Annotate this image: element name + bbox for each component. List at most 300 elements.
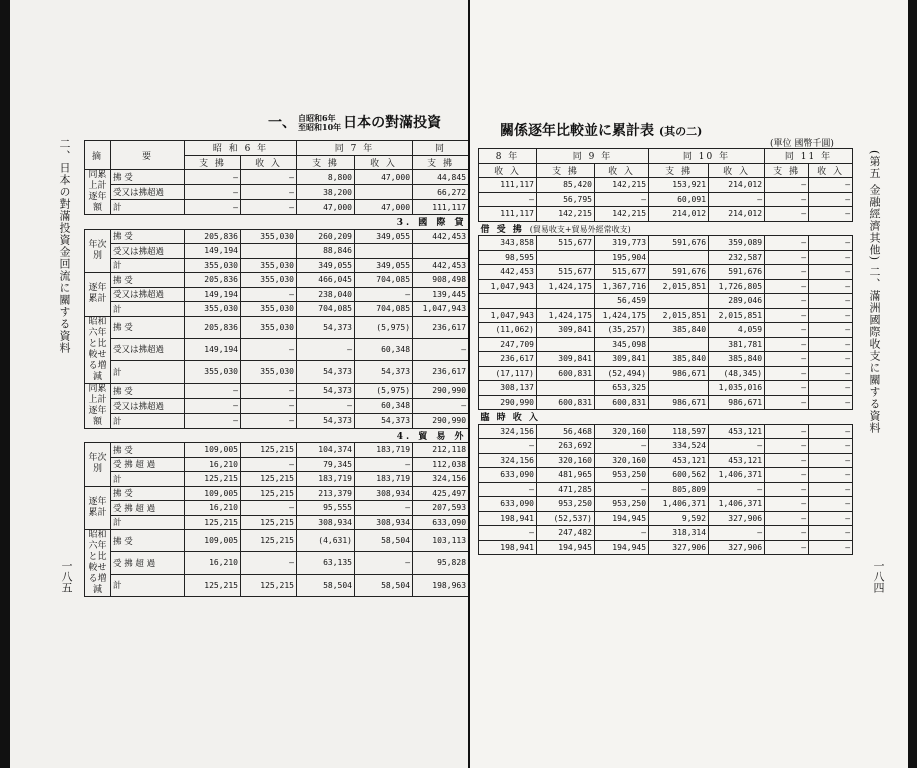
left-page: [10, 0, 468, 768]
cell-value: 63,135: [297, 552, 355, 574]
cell-value: 600,831: [537, 395, 595, 410]
cell-value: 104,374: [297, 443, 355, 458]
cell-value: 986,671: [709, 395, 765, 410]
cell-value: —: [765, 424, 809, 439]
header-abstract-2: 要: [111, 141, 185, 170]
subheader-row: [479, 163, 853, 178]
cell-value: 212,118: [413, 443, 468, 458]
cell-value: 359,089: [709, 236, 765, 251]
cell-value: —: [765, 178, 809, 193]
cell-value: 327,906: [709, 540, 765, 555]
section-row: [85, 215, 469, 230]
table-row: [479, 250, 853, 265]
table-row: [85, 383, 469, 398]
cell-value: 232,587: [709, 250, 765, 265]
table-row: [85, 302, 469, 317]
cell-value: 334,524: [649, 439, 709, 454]
table-row: [85, 443, 469, 458]
cell-value: [537, 294, 595, 309]
unit-label: (單位 國幣千圓): [770, 139, 834, 149]
row-item: 拂 受: [111, 486, 185, 501]
table-row: [85, 287, 469, 302]
cell-value: 47,000: [355, 170, 413, 185]
cell-value: 236,617: [413, 316, 468, 338]
table-row: [479, 482, 853, 497]
cell-value: 183,719: [355, 443, 413, 458]
cell-value: 453,121: [709, 424, 765, 439]
cell-value: 453,121: [649, 453, 709, 468]
cell-value: 58,504: [355, 530, 413, 552]
cell-value: 324,156: [479, 453, 537, 468]
cell-value: 125,215: [185, 574, 241, 596]
cell-value: [479, 294, 537, 309]
right-title: [500, 120, 702, 140]
right-margin-heading: (第五 金融經濟其他) 二、滿洲國際收支に關する資料: [868, 150, 881, 434]
row-item: 計: [111, 361, 185, 383]
cell-value: 704,085: [297, 302, 355, 317]
cell-value: —: [765, 511, 809, 526]
row-item: 受 拂 超 過: [111, 552, 185, 574]
table-row: [85, 501, 469, 516]
row-item: 受 拂 超 過: [111, 457, 185, 472]
section-note: (貿易收支+貿易外經常收支): [529, 224, 631, 234]
header-year-8: 8 年: [479, 149, 537, 164]
cell-value: —: [241, 398, 297, 413]
header-row: [479, 149, 853, 164]
cell-value: 355,030: [241, 273, 297, 288]
cell-value: (5,975): [355, 383, 413, 398]
section-heading: 3. 國 際 貸: [85, 215, 469, 230]
cell-value: 309,841: [595, 352, 649, 367]
section-row: [479, 410, 853, 425]
cell-value: —: [765, 265, 809, 280]
cell-value: —: [765, 192, 809, 207]
cell-value: 591,676: [649, 265, 709, 280]
cell-value: 355,030: [185, 361, 241, 383]
cell-value: —: [765, 453, 809, 468]
cell-value: 2,015,851: [709, 308, 765, 323]
cell-value: —: [185, 413, 241, 428]
cell-value: 805,809: [649, 482, 709, 497]
cell-value: —: [479, 192, 537, 207]
cell-value: —: [765, 294, 809, 309]
cell-value: —: [241, 501, 297, 516]
left-margin-heading: 二、日本の對滿投資金回流に關する資料: [58, 138, 71, 354]
table-row: [85, 258, 469, 273]
cell-value: 8,800: [297, 170, 355, 185]
cell-value: 56,468: [537, 424, 595, 439]
cell-value: 327,906: [649, 540, 709, 555]
cell-value: —: [241, 200, 297, 215]
cell-value: (35,257): [595, 323, 649, 338]
cell-value: —: [765, 468, 809, 483]
cell-value: 142,215: [537, 207, 595, 222]
cell-value: [537, 250, 595, 265]
cell-value: 194,945: [595, 511, 649, 526]
section-heading: [479, 221, 853, 236]
table-row: [479, 207, 853, 222]
cell-value: 1,406,371: [649, 497, 709, 512]
header-pay: 支 拂: [765, 163, 809, 178]
cell-value: 111,117: [479, 178, 537, 193]
section-row: [85, 428, 469, 443]
cell-value: 54,373: [297, 361, 355, 383]
cell-value: 149,194: [185, 287, 241, 302]
group-label: 同累上計逐年額: [85, 383, 111, 428]
cell-value: —: [241, 287, 297, 302]
cell-value: 1,047,943: [479, 308, 537, 323]
cell-value: 986,671: [649, 366, 709, 381]
cell-value: 986,671: [649, 395, 709, 410]
cell-value: 247,482: [537, 526, 595, 541]
cell-value: —: [809, 366, 853, 381]
cell-value: 142,215: [595, 207, 649, 222]
table-row: [479, 323, 853, 338]
cell-value: —: [355, 457, 413, 472]
table-row: [85, 361, 469, 383]
cell-value: 908,498: [413, 273, 468, 288]
cell-value: 309,841: [537, 323, 595, 338]
table-row: [85, 244, 469, 259]
left-title-small-2: 至昭和10年: [298, 122, 342, 132]
row-item: 計: [111, 472, 185, 487]
cell-value: (4,631): [297, 530, 355, 552]
cell-value: 112,038: [413, 457, 468, 472]
cell-value: —: [765, 207, 809, 222]
cell-value: (52,494): [595, 366, 649, 381]
cell-value: 453,121: [709, 453, 765, 468]
table-row: [479, 526, 853, 541]
table-row: [479, 352, 853, 367]
table-row: [85, 170, 469, 185]
right-table: [478, 148, 853, 555]
cell-value: 289,046: [709, 294, 765, 309]
cell-value: 290,990: [413, 383, 468, 398]
table-row: [479, 366, 853, 381]
cell-value: —: [765, 250, 809, 265]
cell-value: [537, 381, 595, 396]
header-pay: 支 拂: [537, 163, 595, 178]
row-item: 受又は拂超過: [111, 398, 185, 413]
cell-value: [649, 381, 709, 396]
cell-value: 60,348: [355, 338, 413, 360]
cell-value: 56,459: [595, 294, 649, 309]
cell-value: 44,845: [413, 170, 468, 185]
right-page: [470, 0, 908, 768]
table-row: [85, 472, 469, 487]
cell-value: 205,836: [185, 273, 241, 288]
cell-value: —: [185, 200, 241, 215]
cell-value: 349,055: [355, 229, 413, 244]
cell-value: [649, 250, 709, 265]
cell-value: [355, 244, 413, 259]
row-item: 受又は拂超過: [111, 287, 185, 302]
cell-value: —: [479, 439, 537, 454]
cell-value: —: [809, 308, 853, 323]
group-label: 逐年累計: [85, 486, 111, 530]
cell-value: —: [765, 337, 809, 352]
cell-value: 16,210: [185, 501, 241, 516]
row-item: 拂 受: [111, 383, 185, 398]
cell-value: [649, 294, 709, 309]
table-row: [479, 453, 853, 468]
cell-value: 704,085: [355, 302, 413, 317]
cell-value: 263,692: [537, 439, 595, 454]
row-item: 拂 受: [111, 443, 185, 458]
cell-value: 54,373: [355, 361, 413, 383]
cell-value: 591,676: [649, 236, 709, 251]
cell-value: 1,035,016: [709, 381, 765, 396]
table-row: [85, 515, 469, 530]
table-row: [479, 265, 853, 280]
row-item: 受又は拂超過: [111, 244, 185, 259]
cell-value: —: [241, 457, 297, 472]
cell-value: 309,841: [537, 352, 595, 367]
cell-value: 47,000: [297, 200, 355, 215]
header-recv: 收 入: [355, 155, 413, 170]
cell-value: —: [809, 540, 853, 555]
cell-value: 1,726,805: [709, 279, 765, 294]
cell-value: 1,406,371: [709, 497, 765, 512]
cell-value: 109,005: [185, 443, 241, 458]
header-recv: 收 入: [595, 163, 649, 178]
table-row: [85, 398, 469, 413]
right-title-main: 關係逐年比較並に累計表: [500, 123, 654, 139]
cell-value: 355,030: [241, 229, 297, 244]
cell-value: 38,200: [297, 185, 355, 200]
cell-value: 214,012: [709, 207, 765, 222]
cell-value: 633,090: [479, 497, 537, 512]
table-row: [479, 439, 853, 454]
header-recv: 收 入: [809, 163, 853, 178]
cell-value: 95,828: [413, 552, 468, 574]
cell-value: 515,677: [537, 265, 595, 280]
cell-value: —: [185, 383, 241, 398]
table-row: [479, 381, 853, 396]
cell-value: 58,504: [297, 574, 355, 596]
table-row: [479, 497, 853, 512]
cell-value: —: [765, 439, 809, 454]
cell-value: 214,012: [709, 178, 765, 193]
table-row: [85, 574, 469, 596]
cell-value: 308,934: [355, 486, 413, 501]
cell-value: 324,156: [479, 424, 537, 439]
cell-value: 1,047,943: [413, 302, 468, 317]
cell-value: —: [355, 501, 413, 516]
cell-value: 213,379: [297, 486, 355, 501]
cell-value: 704,085: [355, 273, 413, 288]
cell-value: —: [765, 540, 809, 555]
cell-value: 1,367,716: [595, 279, 649, 294]
cell-value: —: [765, 526, 809, 541]
table-row: [85, 273, 469, 288]
cell-value: 16,210: [185, 552, 241, 574]
cell-value: —: [765, 323, 809, 338]
cell-value: —: [709, 526, 765, 541]
cell-value: 142,215: [595, 178, 649, 193]
table-row: [479, 236, 853, 251]
cell-value: 318,314: [649, 526, 709, 541]
header-year-6: 昭 和 6 年: [185, 141, 297, 156]
cell-value: [649, 337, 709, 352]
cell-value: 198,941: [479, 540, 537, 555]
cell-value: 125,215: [241, 515, 297, 530]
cell-value: 953,250: [595, 468, 649, 483]
cell-value: 125,215: [241, 472, 297, 487]
cell-value: —: [809, 439, 853, 454]
cell-value: 471,285: [537, 482, 595, 497]
row-item: 拂 受: [111, 229, 185, 244]
cell-value: [241, 244, 297, 259]
cell-value: 2,015,851: [649, 308, 709, 323]
cell-value: 481,965: [537, 468, 595, 483]
cell-value: [537, 337, 595, 352]
cell-value: 60,348: [355, 398, 413, 413]
right-title-suffix: (其の二): [658, 125, 703, 138]
table-row: [85, 316, 469, 338]
cell-value: —: [809, 294, 853, 309]
table-row: [479, 279, 853, 294]
cell-value: 442,453: [479, 265, 537, 280]
cell-value: —: [809, 482, 853, 497]
cell-value: 385,840: [709, 352, 765, 367]
cell-value: —: [809, 381, 853, 396]
cell-value: 9,592: [649, 511, 709, 526]
header-pay: 支 拂: [185, 155, 241, 170]
cell-value: 355,030: [241, 316, 297, 338]
cell-value: —: [809, 178, 853, 193]
cell-value: [413, 244, 468, 259]
section-title: 臨 時 收 入: [480, 413, 540, 424]
group-label: 年次別: [85, 229, 111, 273]
header-year-7: 同 7 年: [297, 141, 413, 156]
cell-value: 515,677: [595, 265, 649, 280]
cell-value: 320,160: [595, 424, 649, 439]
cell-value: 320,160: [537, 453, 595, 468]
cell-value: 103,113: [413, 530, 468, 552]
header-year-8: 同: [413, 141, 468, 156]
cell-value: 47,000: [355, 200, 413, 215]
cell-value: 214,012: [649, 207, 709, 222]
table-row: [479, 337, 853, 352]
cell-value: 1,047,943: [479, 279, 537, 294]
cell-value: 56,795: [537, 192, 595, 207]
cell-value: 198,963: [413, 574, 468, 596]
cell-value: —: [479, 526, 537, 541]
cell-value: —: [809, 352, 853, 367]
cell-value: 355,030: [241, 258, 297, 273]
left-title-prefix: 一、: [268, 115, 296, 131]
cell-value: 4,059: [709, 323, 765, 338]
cell-value: —: [809, 207, 853, 222]
cell-value: —: [709, 482, 765, 497]
cell-value: 355,030: [241, 302, 297, 317]
cell-value: —: [809, 337, 853, 352]
cell-value: 600,562: [649, 468, 709, 483]
header-year-11: 同 11 年: [765, 149, 853, 164]
cell-value: 600,831: [537, 366, 595, 381]
row-item: 拂 受: [111, 170, 185, 185]
cell-value: 345,098: [595, 337, 649, 352]
cell-value: —: [355, 287, 413, 302]
cell-value: 2,015,851: [649, 279, 709, 294]
cell-value: —: [809, 265, 853, 280]
cell-value: 79,345: [297, 457, 355, 472]
cell-value: 308,137: [479, 381, 537, 396]
cell-value: 324,156: [413, 472, 468, 487]
cell-value: 381,781: [709, 337, 765, 352]
cell-value: 1,424,175: [537, 279, 595, 294]
cell-value: 355,030: [185, 258, 241, 273]
cell-value: 349,055: [297, 258, 355, 273]
cell-value: 207,593: [413, 501, 468, 516]
table-row: [479, 192, 853, 207]
cell-value: —: [479, 482, 537, 497]
row-item: 拂 受: [111, 316, 185, 338]
table-row: [479, 424, 853, 439]
header-pay: 支 拂: [649, 163, 709, 178]
cell-value: —: [355, 552, 413, 574]
table-row: [85, 200, 469, 215]
cell-value: —: [765, 381, 809, 396]
cell-value: 198,941: [479, 511, 537, 526]
cell-value: —: [809, 279, 853, 294]
cell-value: 194,945: [595, 540, 649, 555]
table-row: [85, 457, 469, 472]
cell-value: 633,090: [413, 515, 468, 530]
cell-value: 236,617: [479, 352, 537, 367]
cell-value: 54,373: [297, 383, 355, 398]
cell-value: 385,840: [649, 352, 709, 367]
cell-value: —: [765, 352, 809, 367]
cell-value: 247,709: [479, 337, 537, 352]
cell-value: —: [765, 308, 809, 323]
cell-value: 319,773: [595, 236, 649, 251]
left-title-small-1: 自昭和6年: [298, 113, 336, 123]
cell-value: 290,990: [413, 413, 468, 428]
section-row: [479, 221, 853, 236]
cell-value: —: [809, 424, 853, 439]
cell-value: —: [241, 185, 297, 200]
cell-value: —: [765, 395, 809, 410]
cell-value: 953,250: [537, 497, 595, 512]
row-item: 受 拂 超 過: [111, 501, 185, 516]
cell-value: 290,990: [479, 395, 537, 410]
cell-value: —: [809, 250, 853, 265]
group-label: 昭和六年と比較せる増減: [85, 316, 111, 383]
table-row: [479, 294, 853, 309]
left-title-main: 日本の對滿投資: [343, 115, 442, 131]
cell-value: —: [241, 170, 297, 185]
table-row: [479, 468, 853, 483]
cell-value: 139,445: [413, 287, 468, 302]
cell-value: 125,215: [241, 443, 297, 458]
cell-value: 111,117: [413, 200, 468, 215]
cell-value: 109,005: [185, 530, 241, 552]
table-row: [85, 530, 469, 552]
cell-value: —: [297, 398, 355, 413]
cell-value: 125,215: [241, 530, 297, 552]
cell-value: —: [595, 192, 649, 207]
section-heading: [479, 410, 853, 425]
cell-value: 260,209: [297, 229, 355, 244]
cell-value: —: [595, 439, 649, 454]
cell-value: 600,831: [595, 395, 649, 410]
cell-value: 355,030: [241, 361, 297, 383]
cell-value: —: [765, 366, 809, 381]
cell-value: 238,040: [297, 287, 355, 302]
header-year-10: 同 10 年: [649, 149, 765, 164]
